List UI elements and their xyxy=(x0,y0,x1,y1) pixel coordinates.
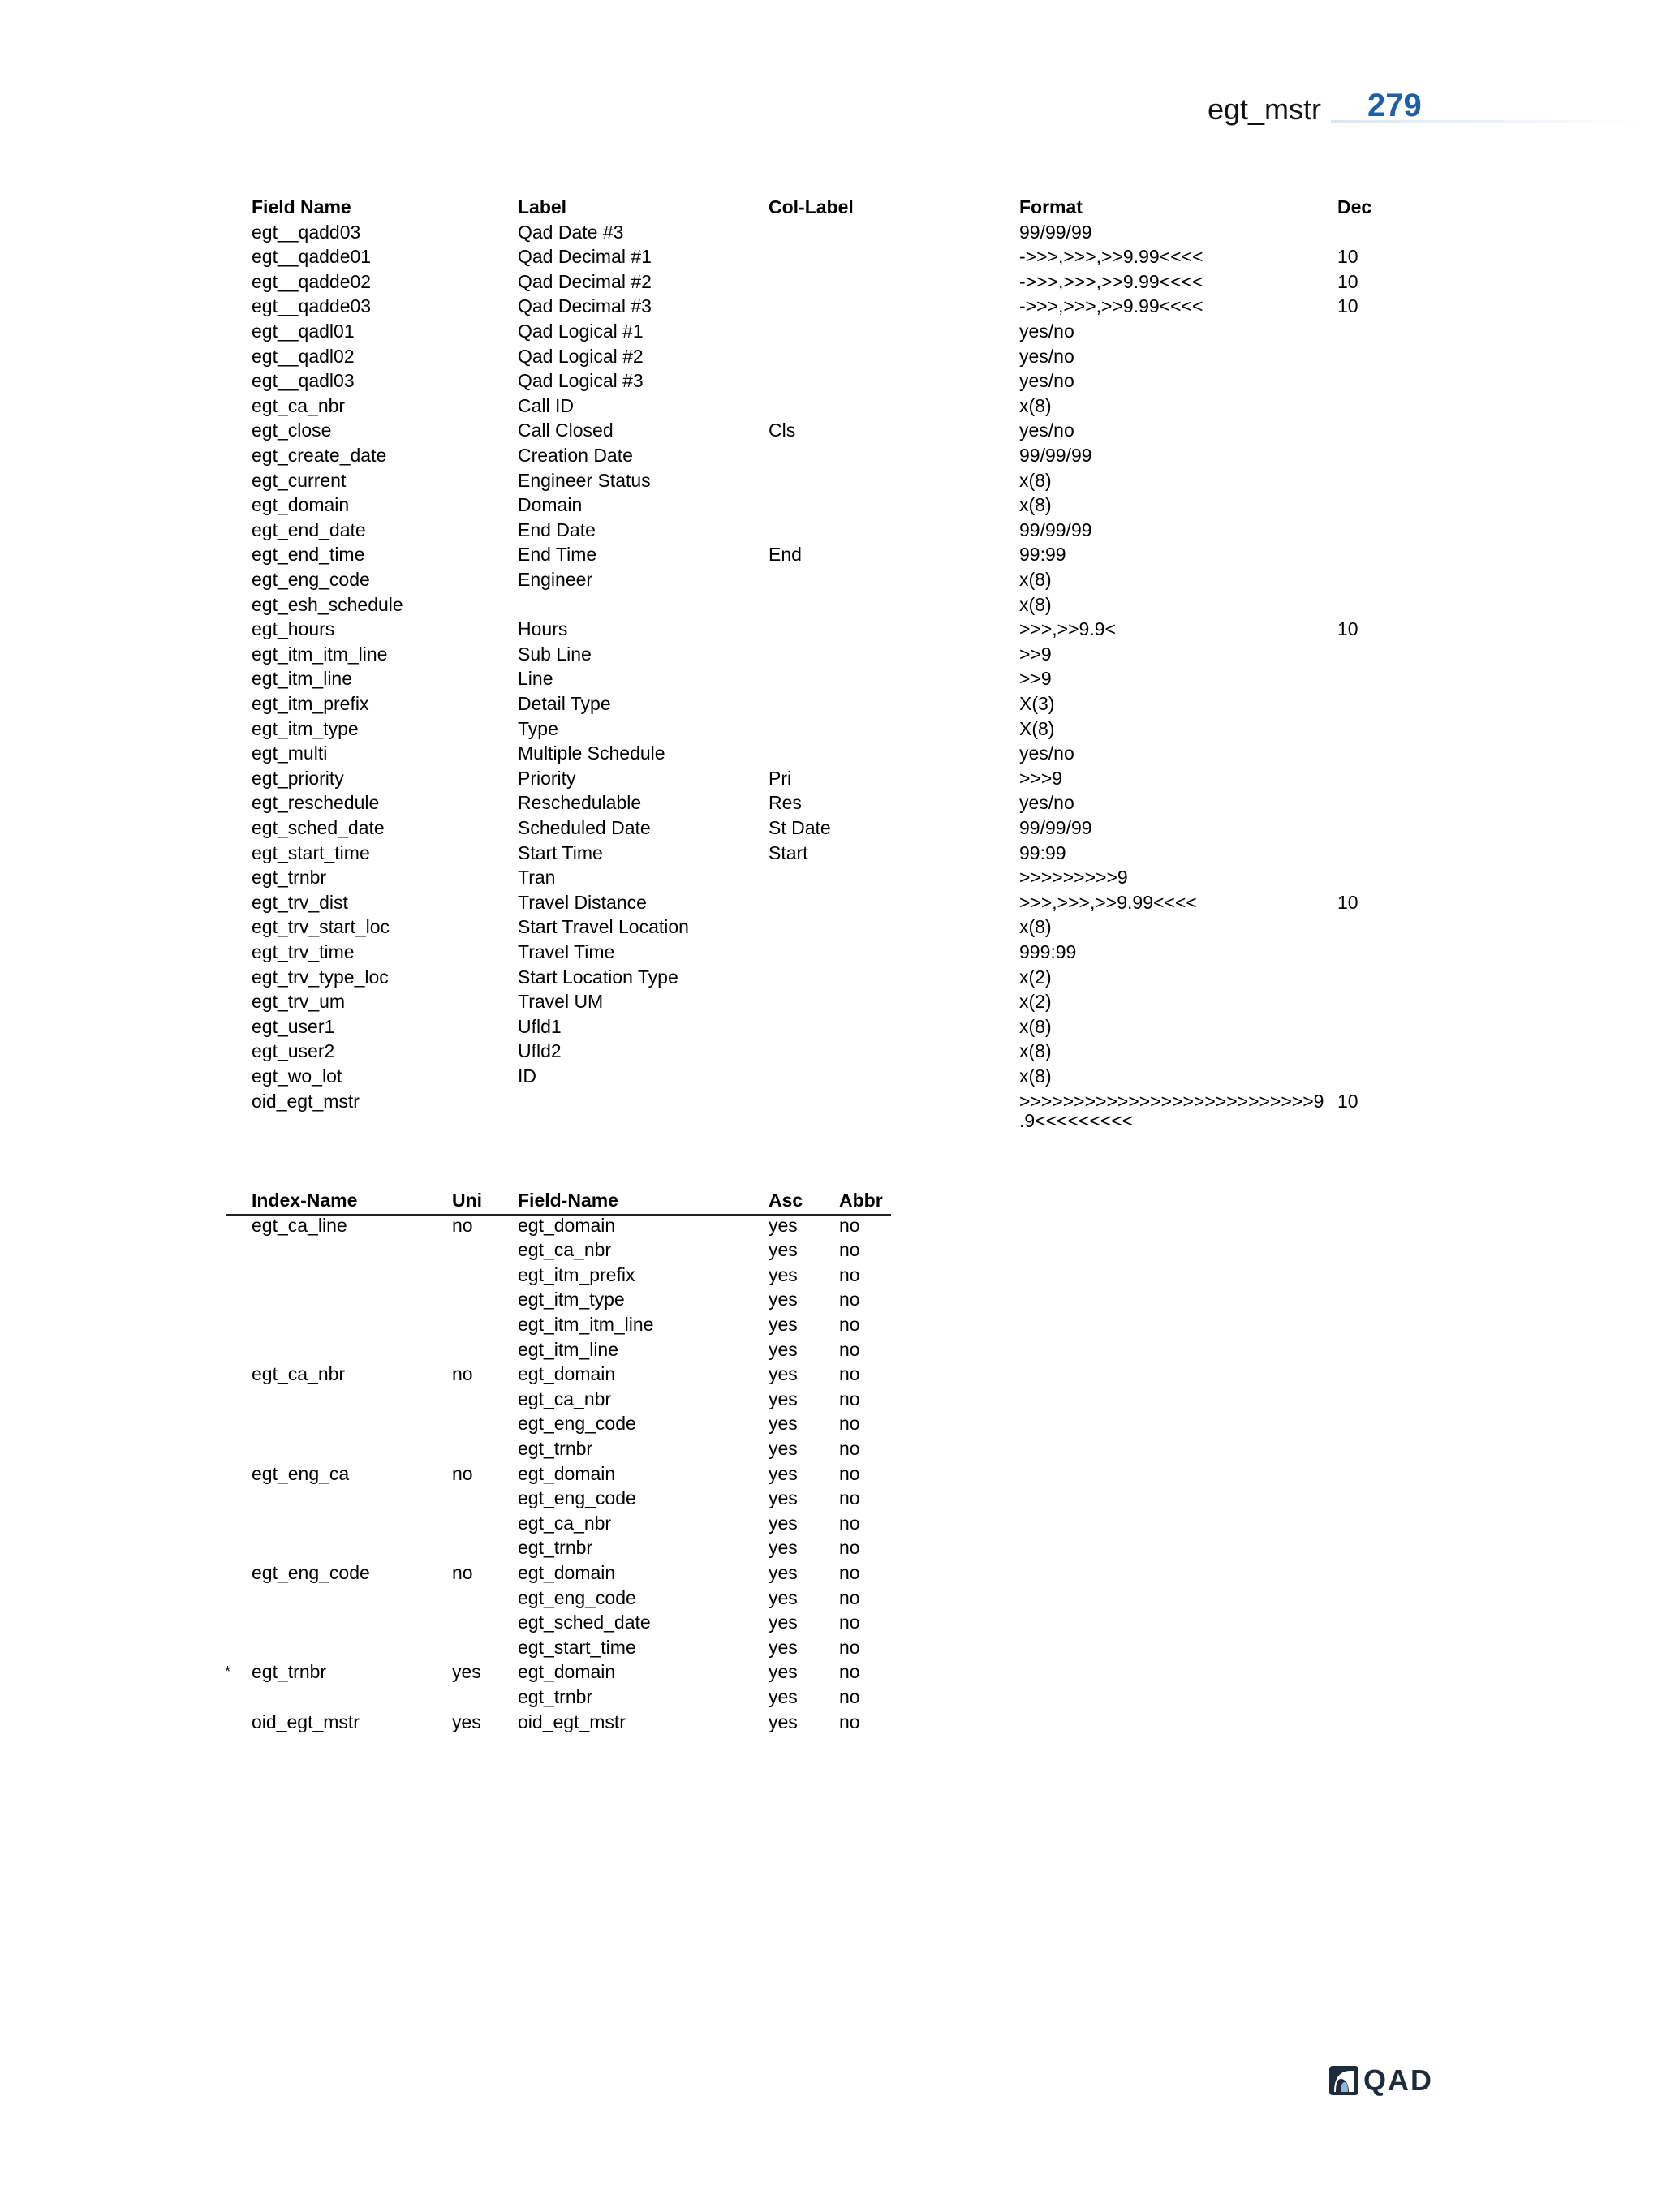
field-name: egt_start_time xyxy=(252,841,370,863)
field-format: yes/no xyxy=(1019,792,1074,814)
index-asc: yes xyxy=(769,1289,798,1310)
field-label: Qad Logical #1 xyxy=(518,321,644,342)
field-name: egt_current xyxy=(252,469,347,491)
index-asc: yes xyxy=(769,1686,798,1707)
field-format: >>>>>>>>>>>>>>>>>>>>>>>>>>>9 xyxy=(1019,1090,1324,1112)
field-row xyxy=(0,1039,1662,1064)
qad-logo-icon xyxy=(1329,2066,1358,2095)
field-name: egt_domain xyxy=(252,494,350,516)
field-format: ->>>,>>>,>>9.99<<<< xyxy=(1019,295,1203,317)
field-label: Travel Distance xyxy=(518,891,647,913)
index-row xyxy=(0,1511,1662,1536)
index-field-name: egt_domain xyxy=(518,1214,616,1236)
index-asc: yes xyxy=(769,1239,798,1261)
field-row xyxy=(0,592,1662,618)
index-field-name: egt_trnbr xyxy=(518,1438,593,1459)
field-format: yes/no xyxy=(1019,345,1074,367)
field-name: egt_itm_prefix xyxy=(252,693,369,714)
index-abbr: no xyxy=(839,1289,860,1310)
field-label: Line xyxy=(518,668,553,690)
index-asc: yes xyxy=(769,1512,798,1534)
index-field-name: egt_itm_line xyxy=(518,1338,619,1360)
index-unique: no xyxy=(452,1462,473,1484)
field-format: 99:99 xyxy=(1019,841,1066,863)
field-label: Ufld1 xyxy=(518,1015,562,1037)
index-asc: yes xyxy=(769,1338,798,1360)
field-label: Qad Decimal #2 xyxy=(518,270,652,292)
column-header: Index-Name xyxy=(252,1190,358,1211)
index-field-name: egt_eng_code xyxy=(518,1413,636,1435)
field-name: egt_esh_schedule xyxy=(252,593,403,615)
index-name: egt_eng_code xyxy=(252,1562,370,1583)
field-format: x(2) xyxy=(1019,966,1052,988)
field-format: x(8) xyxy=(1019,1065,1052,1087)
field-row xyxy=(0,443,1662,468)
field-label: Multiple Schedule xyxy=(518,742,665,764)
field-label: Engineer xyxy=(518,569,593,590)
field-row xyxy=(0,542,1662,567)
index-row xyxy=(0,1362,1662,1387)
field-format: yes/no xyxy=(1019,742,1074,764)
field-dec: 10 xyxy=(1337,891,1358,913)
index-field-name: egt_domain xyxy=(518,1462,616,1484)
field-format: x(8) xyxy=(1019,1015,1052,1037)
field-label: Type xyxy=(518,717,558,739)
field-format: >>>9 xyxy=(1019,767,1063,789)
index-field-name: egt_eng_code xyxy=(518,1487,636,1509)
index-unique: no xyxy=(452,1214,473,1236)
field-row xyxy=(0,294,1662,319)
field-col-label: St Date xyxy=(769,817,831,838)
field-label: End Time xyxy=(518,544,597,566)
field-label: Engineer Status xyxy=(518,469,651,491)
index-abbr: no xyxy=(839,1562,860,1583)
index-field-name: egt_domain xyxy=(518,1363,616,1385)
index-abbr: no xyxy=(839,1462,860,1484)
field-label: Start Location Type xyxy=(518,966,678,988)
field-format: X(3) xyxy=(1019,693,1055,714)
index-row xyxy=(0,1586,1662,1611)
field-format: 99/99/99 xyxy=(1019,221,1092,243)
field-dec: 10 xyxy=(1337,295,1358,317)
field-format: 99:99 xyxy=(1019,544,1066,566)
index-asc: yes xyxy=(769,1462,798,1484)
index-row xyxy=(0,1237,1662,1263)
index-asc: yes xyxy=(769,1612,798,1633)
field-format: x(8) xyxy=(1019,1040,1052,1062)
index-asc: yes xyxy=(769,1388,798,1409)
field-format: X(8) xyxy=(1019,717,1055,739)
field-row xyxy=(0,418,1662,443)
index-asc: yes xyxy=(769,1438,798,1459)
index-field-name: egt_trnbr xyxy=(518,1537,593,1559)
index-row xyxy=(0,1263,1662,1288)
index-name: egt_ca_line xyxy=(252,1214,347,1236)
field-label: Sub Line xyxy=(518,643,592,665)
field-name: egt_wo_lot xyxy=(252,1065,342,1087)
qad-logo-text: QAD xyxy=(1363,2064,1433,2097)
index-abbr: no xyxy=(839,1388,860,1409)
column-header: Label xyxy=(518,196,567,217)
field-format: x(8) xyxy=(1019,593,1052,615)
field-row xyxy=(0,344,1662,369)
field-row xyxy=(0,890,1662,915)
field-row xyxy=(0,717,1662,742)
index-abbr: no xyxy=(839,1438,860,1459)
field-name: egt_trv_um xyxy=(252,991,346,1013)
index-row xyxy=(0,1685,1662,1710)
qad-logo xyxy=(1329,2066,1433,2095)
index-field-name: egt_eng_code xyxy=(518,1586,636,1608)
field-row xyxy=(0,766,1662,791)
field-name: egt__qadl03 xyxy=(252,370,355,392)
index-asc: yes xyxy=(769,1363,798,1385)
field-row xyxy=(0,741,1662,766)
index-abbr: no xyxy=(839,1711,860,1732)
index-abbr: no xyxy=(839,1537,860,1559)
index-header-row xyxy=(0,1188,1662,1213)
field-label: Qad Logical #3 xyxy=(518,370,644,392)
index-abbr: no xyxy=(839,1338,860,1360)
index-row xyxy=(0,1213,1662,1238)
index-row xyxy=(0,1337,1662,1362)
index-abbr: no xyxy=(839,1586,860,1608)
index-row xyxy=(0,1287,1662,1312)
column-header: Field-Name xyxy=(518,1190,618,1211)
index-abbr: no xyxy=(839,1661,860,1683)
field-format: ->>>,>>>,>>9.99<<<< xyxy=(1019,270,1203,292)
page-number: 279 xyxy=(1367,88,1422,123)
index-field-name: egt_sched_date xyxy=(518,1612,651,1633)
index-asc: yes xyxy=(769,1537,798,1559)
field-col-label: Start xyxy=(769,841,808,863)
field-name: egt_end_time xyxy=(252,544,365,566)
index-abbr: no xyxy=(839,1636,860,1658)
field-row xyxy=(0,865,1662,890)
field-row xyxy=(0,567,1662,592)
index-asc: yes xyxy=(769,1314,798,1335)
field-name: egt_user2 xyxy=(252,1040,335,1062)
index-row xyxy=(0,1535,1662,1560)
column-header: Asc xyxy=(769,1190,803,1211)
index-row xyxy=(0,1610,1662,1635)
field-row xyxy=(0,642,1662,667)
field-col-label: Pri xyxy=(769,767,792,789)
format-wrap-row xyxy=(0,1108,1662,1134)
column-header: Format xyxy=(1019,196,1083,217)
field-name: egt__qadl01 xyxy=(252,321,355,342)
field-row xyxy=(0,468,1662,493)
field-name: egt__qadde02 xyxy=(252,270,372,292)
field-dec: 10 xyxy=(1337,246,1358,268)
field-label: Qad Decimal #3 xyxy=(518,295,652,317)
field-label: Call ID xyxy=(518,394,575,416)
field-row xyxy=(0,319,1662,344)
column-header: Uni xyxy=(452,1190,483,1211)
field-format: 999:99 xyxy=(1019,941,1077,962)
index-name: egt_trnbr xyxy=(252,1661,327,1683)
index-field-name: egt_ca_nbr xyxy=(518,1239,612,1261)
index-field-name: egt_itm_prefix xyxy=(518,1263,635,1285)
index-row xyxy=(0,1635,1662,1660)
field-format: yes/no xyxy=(1019,321,1074,342)
header-rule xyxy=(1331,120,1643,123)
format-continuation: .9<<<<<<<<< xyxy=(1019,1110,1134,1132)
index-field-name: egt_ca_nbr xyxy=(518,1512,612,1534)
field-name: egt_reschedule xyxy=(252,792,380,814)
field-name: egt__qadde03 xyxy=(252,295,372,317)
field-row xyxy=(0,666,1662,691)
field-dec: 10 xyxy=(1337,618,1358,640)
field-label: Call Closed xyxy=(518,420,614,441)
primary-marker: * xyxy=(225,1663,231,1681)
field-name: egt_itm_itm_line xyxy=(252,643,388,665)
index-asc: yes xyxy=(769,1661,798,1683)
index-asc: yes xyxy=(769,1586,798,1608)
field-row xyxy=(0,965,1662,990)
index-field-name: egt_trnbr xyxy=(518,1686,593,1707)
field-label: Qad Decimal #1 xyxy=(518,246,652,268)
field-label: Start Time xyxy=(518,841,603,863)
index-field-name: oid_egt_mstr xyxy=(518,1711,626,1732)
index-row xyxy=(0,1659,1662,1685)
field-format: 99/99/99 xyxy=(1019,817,1092,838)
field-label: Detail Type xyxy=(518,693,611,714)
field-dec: 10 xyxy=(1337,1090,1358,1112)
field-name: egt_trv_time xyxy=(252,941,355,962)
field-col-label: End xyxy=(769,544,802,566)
index-abbr: no xyxy=(839,1512,860,1534)
field-row xyxy=(0,940,1662,965)
index-abbr: no xyxy=(839,1314,860,1335)
field-name: egt_trv_start_loc xyxy=(252,916,390,938)
field-label: Reschedulable xyxy=(518,792,642,814)
index-abbr: no xyxy=(839,1413,860,1435)
field-row xyxy=(0,617,1662,642)
index-asc: yes xyxy=(769,1263,798,1285)
index-asc: yes xyxy=(769,1214,798,1236)
column-header: Col-Label xyxy=(769,196,854,217)
index-name: oid_egt_mstr xyxy=(252,1711,360,1732)
field-name: egt_user1 xyxy=(252,1015,335,1037)
field-label: Qad Date #3 xyxy=(518,221,624,243)
field-col-label: Res xyxy=(769,792,802,814)
index-row xyxy=(0,1710,1662,1735)
index-unique: no xyxy=(452,1363,473,1385)
field-col-label: Cls xyxy=(769,420,796,441)
index-name: egt_eng_ca xyxy=(252,1462,350,1484)
index-row xyxy=(0,1411,1662,1436)
field-row xyxy=(0,790,1662,816)
index-abbr: no xyxy=(839,1487,860,1509)
index-row xyxy=(0,1436,1662,1461)
field-format: x(8) xyxy=(1019,394,1052,416)
field-row xyxy=(0,989,1662,1014)
field-label: Scheduled Date xyxy=(518,817,651,838)
field-name: egt_ca_nbr xyxy=(252,394,346,416)
field-dec: 10 xyxy=(1337,270,1358,292)
index-name: egt_ca_nbr xyxy=(252,1363,346,1385)
field-label: Priority xyxy=(518,767,576,789)
field-name: egt_sched_date xyxy=(252,817,385,838)
index-abbr: no xyxy=(839,1263,860,1285)
index-unique: no xyxy=(452,1562,473,1583)
field-name: oid_egt_mstr xyxy=(252,1090,360,1112)
field-label: End Date xyxy=(518,519,596,540)
index-row xyxy=(0,1312,1662,1337)
field-row xyxy=(0,244,1662,269)
field-row xyxy=(0,914,1662,940)
field-name: egt_itm_type xyxy=(252,717,359,739)
field-label: Start Travel Location xyxy=(518,916,689,938)
index-field-name: egt_itm_type xyxy=(518,1289,625,1310)
index-asc: yes xyxy=(769,1487,798,1509)
fields-header-row xyxy=(0,195,1662,220)
field-row xyxy=(0,269,1662,295)
index-row xyxy=(0,1387,1662,1412)
field-name: egt__qadd03 xyxy=(252,221,361,243)
field-format: 99/99/99 xyxy=(1019,519,1092,540)
index-abbr: no xyxy=(839,1612,860,1633)
field-name: egt_trv_type_loc xyxy=(252,966,389,988)
field-format: x(8) xyxy=(1019,569,1052,590)
field-row xyxy=(0,394,1662,419)
index-unique: yes xyxy=(452,1661,481,1683)
column-header: Field Name xyxy=(252,196,351,217)
index-unique: yes xyxy=(452,1711,481,1732)
index-field-name: egt_domain xyxy=(518,1661,616,1683)
field-format: >>9 xyxy=(1019,643,1052,665)
index-field-name: egt_start_time xyxy=(518,1636,636,1658)
field-row xyxy=(0,493,1662,518)
field-name: egt_priority xyxy=(252,767,344,789)
index-abbr: no xyxy=(839,1363,860,1385)
field-name: egt_trv_dist xyxy=(252,891,348,913)
field-label: Ufld2 xyxy=(518,1040,562,1062)
field-row xyxy=(0,368,1662,394)
column-header: Dec xyxy=(1337,196,1372,217)
index-abbr: no xyxy=(839,1686,860,1707)
field-label: Qad Logical #2 xyxy=(518,345,644,367)
field-label: Travel UM xyxy=(518,991,604,1013)
index-abbr: no xyxy=(839,1214,860,1236)
field-name: egt__qadde01 xyxy=(252,246,372,268)
field-row xyxy=(0,518,1662,543)
field-label: Hours xyxy=(518,618,568,640)
field-format: x(8) xyxy=(1019,916,1052,938)
field-name: egt_trnbr xyxy=(252,867,327,889)
field-format: x(8) xyxy=(1019,469,1052,491)
field-format: 99/99/99 xyxy=(1019,445,1092,466)
field-format: >>>>>>>>>9 xyxy=(1019,867,1128,889)
page-header xyxy=(0,88,1662,133)
field-format: >>9 xyxy=(1019,668,1052,690)
field-name: egt_multi xyxy=(252,742,328,764)
column-header: Abbr xyxy=(839,1190,883,1211)
field-format: x(8) xyxy=(1019,494,1052,516)
index-asc: yes xyxy=(769,1562,798,1583)
field-format: x(2) xyxy=(1019,991,1052,1013)
index-field-name: egt_itm_itm_line xyxy=(518,1314,654,1335)
field-label: Tran xyxy=(518,867,556,889)
field-label: ID xyxy=(518,1065,536,1087)
index-row xyxy=(0,1461,1662,1487)
field-name: egt_hours xyxy=(252,618,335,640)
index-field-name: egt_ca_nbr xyxy=(518,1388,612,1409)
index-row xyxy=(0,1486,1662,1511)
index-field-name: egt_domain xyxy=(518,1562,616,1583)
field-row xyxy=(0,1014,1662,1039)
field-label: Travel Time xyxy=(518,941,615,962)
field-format: >>>,>>9.9< xyxy=(1019,618,1116,640)
field-label: Creation Date xyxy=(518,445,633,466)
field-row xyxy=(0,691,1662,717)
field-format: yes/no xyxy=(1019,370,1074,392)
field-name: egt_create_date xyxy=(252,445,387,466)
field-name: egt__qadl02 xyxy=(252,345,355,367)
field-name: egt_eng_code xyxy=(252,569,370,590)
field-row xyxy=(0,841,1662,866)
field-format: yes/no xyxy=(1019,420,1074,441)
index-asc: yes xyxy=(769,1413,798,1435)
index-abbr: no xyxy=(839,1239,860,1261)
field-format: ->>>,>>>,>>9.99<<<< xyxy=(1019,246,1203,268)
field-name: egt_close xyxy=(252,420,332,441)
field-row xyxy=(0,220,1662,245)
field-name: egt_end_date xyxy=(252,519,366,540)
index-asc: yes xyxy=(769,1711,798,1732)
index-asc: yes xyxy=(769,1636,798,1658)
field-format: >>>,>>>,>>9.99<<<< xyxy=(1019,891,1197,913)
field-name: egt_itm_line xyxy=(252,668,353,690)
field-label: Domain xyxy=(518,494,583,516)
field-row xyxy=(0,1064,1662,1089)
page-title: egt_mstr xyxy=(1207,93,1321,126)
index-row xyxy=(0,1560,1662,1586)
field-row xyxy=(0,816,1662,841)
